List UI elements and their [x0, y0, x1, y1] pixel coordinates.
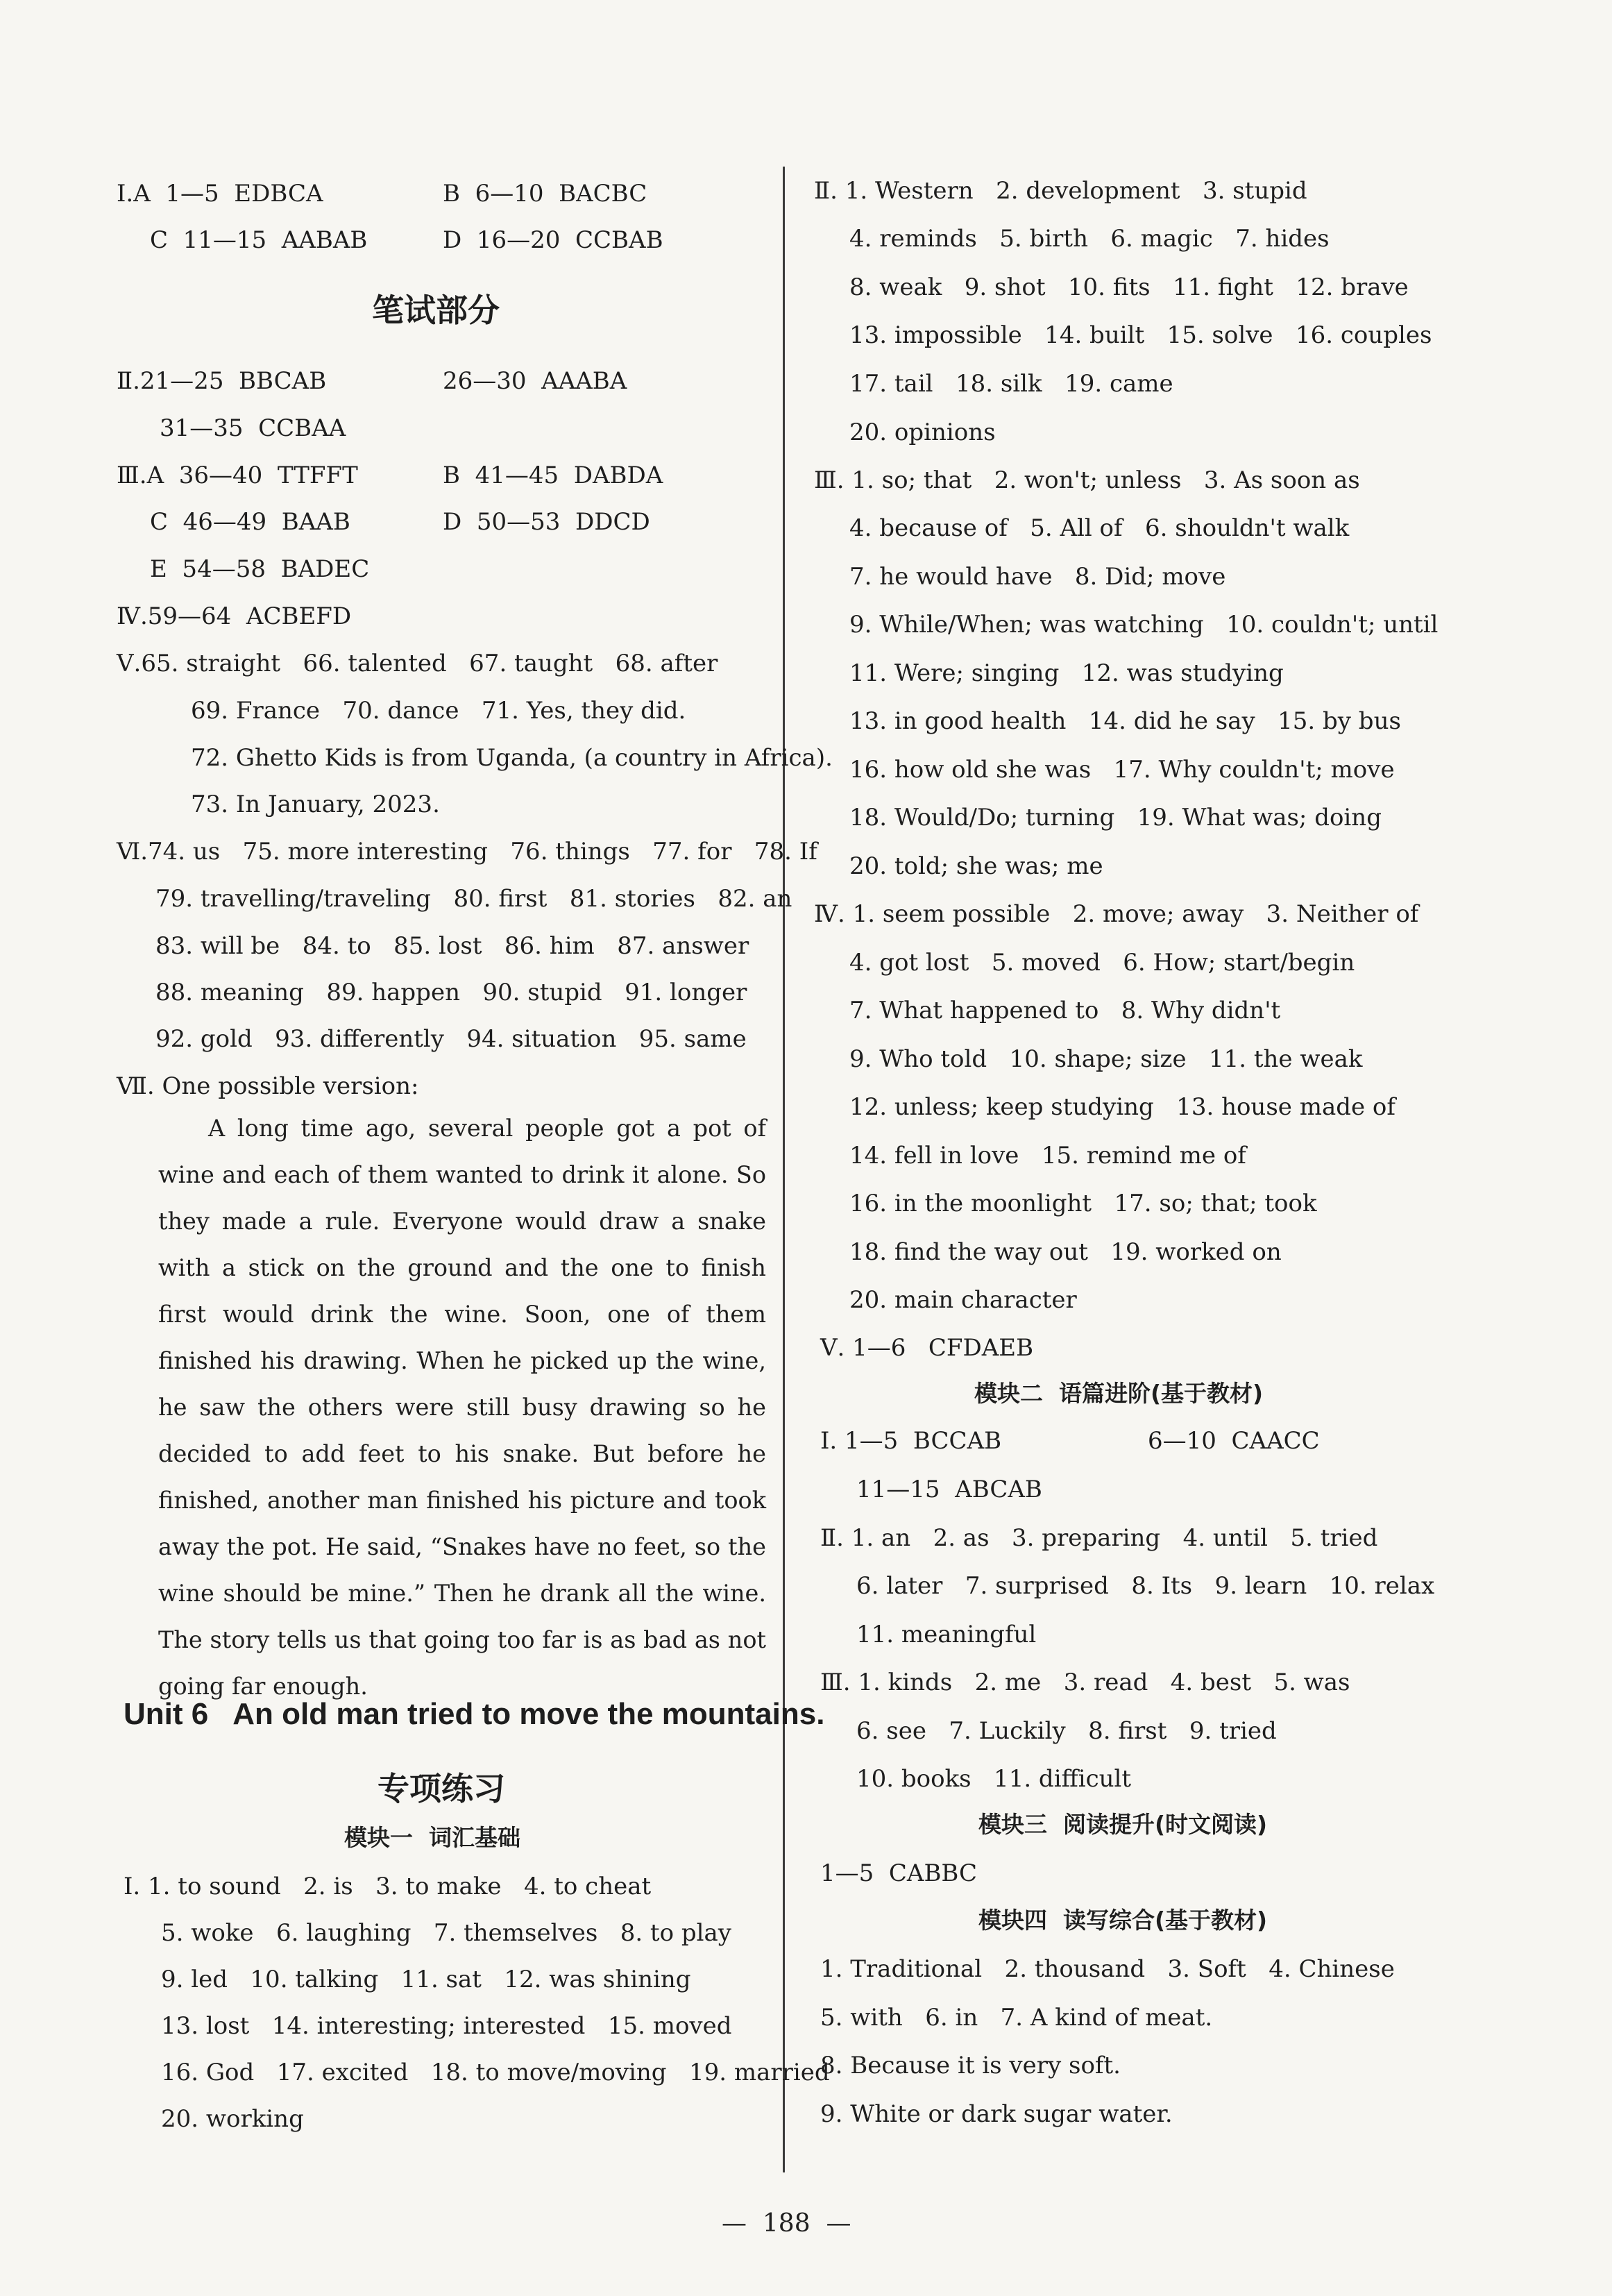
- answer-line: Ⅵ.74. us 75. more interesting 76. things 77. for 78. If: [117, 838, 817, 866]
- answer-line: 9. White or dark sugar water.: [820, 2100, 1173, 2128]
- answer-line: 6—10 CAACC: [1148, 1427, 1320, 1455]
- answer-line: 10. books 11. difficult: [856, 1765, 1132, 1793]
- answer-line: 16. in the moonlight 17. so; that; took: [849, 1190, 1317, 1217]
- answer-line: 8. Because it is very soft.: [820, 2052, 1121, 2079]
- answer-line: 9. Who told 10. shape; size 11. the weak: [849, 1045, 1363, 1073]
- answer-line: Ⅰ.A 1—5 EDBCA: [117, 180, 323, 208]
- answer-line: 11—15 ABCAB: [856, 1476, 1042, 1503]
- answer-line: 83. will be 84. to 85. lost 86. him 87. answer: [155, 932, 749, 960]
- module-heading: 模块一 词汇基础: [344, 1824, 520, 1851]
- answer-line: 14. fell in love 15. remind me of: [849, 1142, 1246, 1170]
- answer-line: D 50—53 DDCD: [443, 508, 650, 536]
- answer-line: 11. Were; singing 12. was studying: [849, 659, 1284, 687]
- answer-line: Ⅰ. 1. to sound 2. is 3. to make 4. to cheat: [124, 1873, 652, 1900]
- answer-line: Ⅳ. 1. seem possible 2. move; away 3. Neither of: [814, 900, 1419, 928]
- answer-line: Ⅴ. 1—6 CFDAEB: [820, 1334, 1034, 1362]
- answer-line: 1. Traditional 2. thousand 3. Soft 4. Chinese: [820, 1955, 1395, 1983]
- answer-line: C 11—15 AABAB: [150, 226, 368, 254]
- answer-line: 20. working: [161, 2105, 304, 2133]
- answer-line: 20. main character: [849, 1286, 1077, 1314]
- answer-line: Ⅴ.65. straight 66. talented 67. taught 68. after: [117, 650, 718, 677]
- answer-line: 88. meaning 89. happen 90. stupid 91. longer: [155, 979, 747, 1006]
- answer-line: 20. opinions: [849, 419, 996, 446]
- answer-line: 6. see 7. Luckily 8. first 9. tried: [856, 1717, 1277, 1745]
- answer-line: 18. find the way out 19. worked on: [849, 1238, 1282, 1266]
- answer-line: Ⅱ. 1. an 2. as 3. preparing 4. until 5. tried: [820, 1524, 1378, 1552]
- answer-line: 69. France 70. dance 71. Yes, they did.: [191, 697, 686, 725]
- answer-line: E 54—58 BADEC: [150, 555, 370, 583]
- answer-line: 92. gold 93. differently 94. situation 95. same: [155, 1025, 747, 1053]
- section-heading: 专项练习: [377, 1770, 505, 1807]
- answer-line: 79. travelling/traveling 80. first 81. stories 82. an: [155, 885, 792, 913]
- answer-line: Ⅲ.A 36—40 TTFFT: [117, 462, 358, 489]
- answer-line: 26—30 AAABA: [443, 367, 627, 395]
- answer-line: 7. What happened to 8. Why didn't: [849, 997, 1281, 1024]
- answer-line: 20. told; she was; me: [849, 852, 1103, 880]
- answer-line: B 6—10 BACBC: [443, 180, 647, 208]
- answer-line: 73. In January, 2023.: [191, 791, 440, 818]
- answer-line: D 16—20 CCBAB: [443, 226, 663, 254]
- answer-line: 12. unless; keep studying 13. house made of: [849, 1093, 1395, 1121]
- column-divider: [783, 167, 785, 2172]
- module-heading: 模块四 读写综合(基于教材): [978, 1907, 1268, 1934]
- answer-line: 9. led 10. talking 11. sat 12. was shining: [161, 1966, 691, 1993]
- answer-line: C 46—49 BAAB: [150, 508, 350, 536]
- answer-line: Ⅰ. 1—5 BCCAB: [820, 1427, 1002, 1455]
- answer-line: 16. God 17. excited 18. to move/moving 19. married: [161, 2059, 830, 2086]
- page-number: — 188 —: [722, 2209, 851, 2238]
- unit-title: Unit 6 An old man tried to move the mountains.: [124, 1697, 825, 1731]
- answer-line: 4. reminds 5. birth 6. magic 7. hides: [849, 225, 1330, 253]
- answer-line: B 41—45 DABDA: [443, 462, 663, 489]
- answer-line: Ⅳ.59—64 ACBEFD: [117, 602, 352, 630]
- writing-sample-paragraph: A long time ago, several people got a pot of wine and each of them wanted to drink it alone. So they made a rule. Everyone would draw a snake with a stick on the ground and the one to finish first would drink the wine. Soon, one of them finished his drawing. When he picked up the wine, he saw the others were still busy drawing so he decided to add feet to his snake. But before he finished, another man finished his picture and took away the pot. He said, “Snakes have no feet, so the wine should be mine.” Then he drank all the wine. The story tells us that going too far is as bad as not going far enough.: [158, 1115, 766, 1700]
- answer-line: 13. in good health 14. did he say 15. by bus: [849, 707, 1401, 735]
- answer-line: 18. Would/Do; turning 19. What was; doing: [849, 804, 1382, 832]
- section-heading: 笔试部分: [372, 292, 500, 329]
- answer-line: 5. woke 6. laughing 7. themselves 8. to play: [161, 1919, 731, 1947]
- answer-line: 13. lost 14. interesting; interested 15. moved: [161, 2012, 732, 2040]
- answer-line: Ⅱ. 1. Western 2. development 3. stupid: [814, 177, 1307, 205]
- answer-line: Ⅱ.21—25 BBCAB: [117, 367, 327, 395]
- answer-line: 4. got lost 5. moved 6. How; start/begin: [849, 949, 1355, 977]
- answer-line: 5. with 6. in 7. A kind of meat.: [820, 2004, 1213, 2032]
- answer-line: 11. meaningful: [856, 1621, 1037, 1648]
- answer-line: 16. how old she was 17. Why couldn't; move: [849, 756, 1395, 784]
- answer-line: 9. While/When; was watching 10. couldn't; until: [849, 611, 1439, 639]
- answer-line: 13. impossible 14. built 15. solve 16. couples: [849, 321, 1432, 349]
- answer-line: 7. he would have 8. Did; move: [849, 563, 1226, 591]
- answer-line: 8. weak 9. shot 10. fits 11. fight 12. brave: [849, 273, 1409, 301]
- answer-line: Ⅲ. 1. kinds 2. me 3. read 4. best 5. was: [820, 1669, 1350, 1696]
- answer-line: Ⅲ. 1. so; that 2. won't; unless 3. As soon as: [814, 466, 1360, 494]
- answer-line: 1—5 CABBC: [820, 1859, 978, 1887]
- answer-line: Ⅶ. One possible version:: [117, 1072, 419, 1100]
- module-heading: 模块三 阅读提升(时文阅读): [978, 1811, 1268, 1838]
- answer-line: 4. because of 5. All of 6. shouldn't walk: [849, 514, 1350, 542]
- answer-line: 6. later 7. surprised 8. Its 9. learn 10. relax: [856, 1572, 1435, 1600]
- answer-line: 72. Ghetto Kids is from Uganda, (a country in Africa).: [191, 744, 833, 772]
- answer-line: 17. tail 18. silk 19. came: [849, 370, 1173, 398]
- module-heading: 模块二 语篇进阶(基于教材): [974, 1380, 1264, 1407]
- answer-line: 31—35 CCBAA: [160, 414, 346, 442]
